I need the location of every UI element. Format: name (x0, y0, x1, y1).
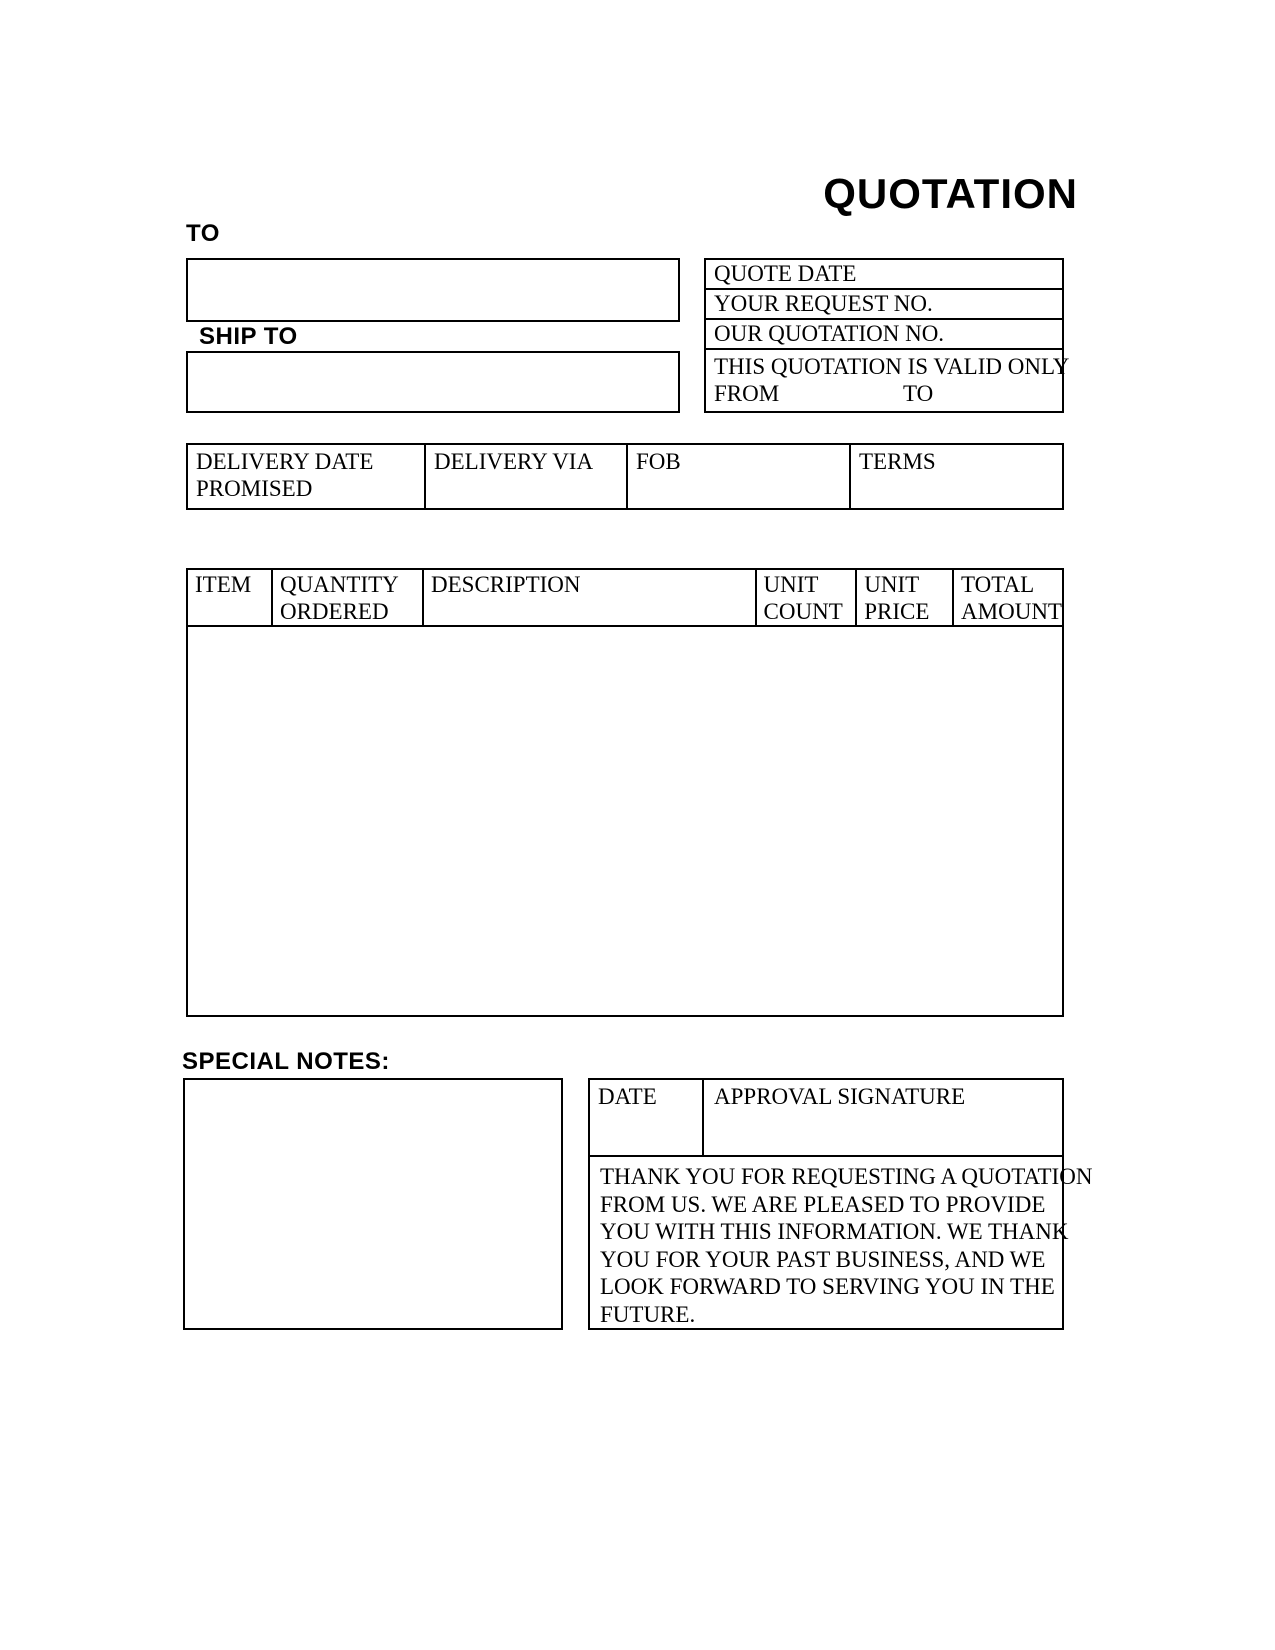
our-quotation-no-field[interactable] (706, 320, 1062, 350)
valid-from-label: FROM (714, 381, 780, 406)
thank-you-line-5: LOOK FORWARD TO SERVING YOU IN THE (600, 1274, 1055, 1299)
item-column-header (188, 570, 271, 625)
quantity-ordered-column-header (271, 570, 422, 625)
thank-you-line-3: YOU WITH THIS INFORMATION. WE THANK (600, 1219, 1069, 1244)
quantity-ordered-label-line2: ORDERED (279, 599, 389, 624)
total-amount-label-line1: TOTAL (961, 572, 1035, 597)
approval-signature-label: APPROVAL SIGNATURE (714, 1084, 966, 1109)
special-notes-label: SPECIAL NOTES: (182, 1048, 390, 1075)
unit-price-label-line1: UNIT (864, 572, 920, 597)
delivery-date-promised-field[interactable] (188, 445, 424, 508)
delivery-date-promised-label: DELIVERY DATE (196, 449, 374, 474)
quote-info-table (704, 258, 1070, 413)
line-items-table (186, 568, 1064, 1017)
delivery-date-promised-label-line2: PROMISED (196, 476, 313, 501)
validity-statement: THIS QUOTATION IS VALID ONLY (714, 354, 1070, 379)
thank-you-line-2: FROM US. WE ARE PLEASED TO PROVIDE (600, 1191, 1046, 1217)
approval-section (588, 1078, 1093, 1330)
unit-price-column-header (855, 570, 952, 625)
to-address-field[interactable] (186, 258, 680, 322)
to-label: TO (186, 220, 220, 247)
delivery-via-label: DELIVERY VIA (434, 449, 594, 474)
valid-to-label: TO (902, 381, 934, 406)
total-amount-label-line2: AMOUNT (961, 599, 1062, 624)
our-quotation-no-label: OUR QUOTATION NO. (714, 321, 945, 346)
date-label: DATE (598, 1084, 657, 1109)
page-title: QUOTATION (823, 170, 1078, 217)
quantity-ordered-label-line1: QUANTITY (279, 572, 399, 597)
thank-you-message (590, 1157, 1093, 1328)
date-field[interactable] (590, 1080, 704, 1155)
approval-signature-field[interactable] (704, 1080, 1062, 1155)
unit-count-label-line1: UNIT (763, 572, 819, 597)
terms-field[interactable] (849, 445, 1062, 508)
thank-you-line-1: THANK YOU FOR REQUESTING A QUOTATION (600, 1164, 1093, 1189)
fob-field[interactable] (626, 445, 849, 508)
your-request-no-label: YOUR REQUEST NO. (714, 291, 933, 316)
special-notes-field[interactable] (183, 1078, 563, 1330)
ship-to-label: SHIP TO (199, 323, 298, 350)
unit-count-label-line2: COUNT (763, 599, 843, 624)
delivery-via-field[interactable] (424, 445, 626, 508)
ship-to-address-field[interactable] (186, 351, 680, 413)
thank-you-line-4: YOU FOR YOUR PAST BUSINESS, AND WE (600, 1246, 1046, 1272)
quote-date-label: QUOTE DATE (714, 261, 857, 286)
validity-period-field[interactable] (706, 350, 1070, 411)
fob-label: FOB (636, 449, 681, 474)
line-items-entry-area[interactable] (188, 627, 1062, 1015)
thank-you-line-6: FUTURE. (600, 1301, 696, 1327)
terms-label: TERMS (859, 449, 936, 474)
total-amount-column-header (952, 570, 1062, 625)
description-column-header (422, 570, 755, 625)
unit-price-label-line2: PRICE (864, 599, 930, 624)
unit-count-column-header (755, 570, 856, 625)
quote-date-field[interactable] (706, 260, 1062, 290)
description-column-label: DESCRIPTION (431, 572, 581, 597)
your-request-no-field[interactable] (706, 290, 1062, 320)
line-items-header-row (188, 570, 1062, 627)
item-column-label: ITEM (195, 572, 252, 597)
delivery-terms-table (186, 443, 1064, 510)
